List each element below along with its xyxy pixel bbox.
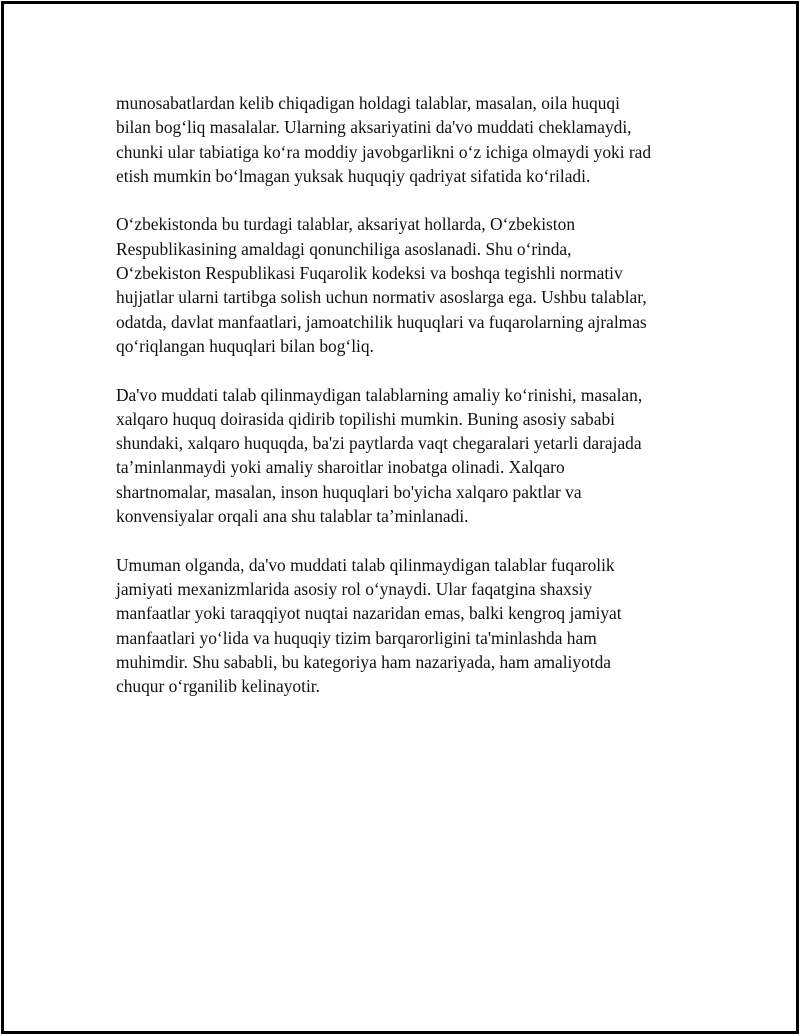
text-line: xalqaro huquq doirasida qidirib topilishi mumkin. Buning asosiy sababi <box>116 408 615 429</box>
text-line: muhimdir. Shu sababli, bu kategoriya ham nazariyada, ham amaliyotda <box>116 651 612 672</box>
text-line: manfaatlari yo‘lida va huquqiy tizim barqarorligini ta'minlashda ham <box>116 627 597 648</box>
text-line: bilan bog‘liq masalalar. Ularning aksariyatini da'vo muddati cheklamaydi, <box>116 117 632 138</box>
text-line: jamiyati mexanizmlarida asosiy rol o‘ynaydi. Ular faqatgina shaxsiy <box>116 578 593 599</box>
paragraph-3 <box>116 383 706 529</box>
paragraph-1 <box>116 91 706 188</box>
text-line: ta’minlanmaydi yoki amaliy sharoitlar inobatga olinadi. Xalqaro <box>116 457 565 478</box>
text-line: konvensiyalar orqali ana shu talablar ta’minlanadi. <box>116 506 469 527</box>
text-line: O‘zbekiston Respublikasi Fuqarolik kodeksi va boshqa tegishli normativ <box>116 263 623 284</box>
text-line: Respublikasining amaldagi qonunchiliga asoslanadi. Shu o‘rinda, <box>116 238 572 259</box>
text-line: hujjatlar ularni tartibga solish uchun normativ asoslarga ega. Ushbu talablar, <box>116 287 647 308</box>
text-line: munosabatlardan kelib chiqadigan holdagi talablar, masalan, oila huquqi <box>116 93 620 113</box>
text-line: shundaki, xalqaro huquqda, ba'zi paytlarda vaqt chegaralari yetarli darajada <box>116 433 642 454</box>
text-line: etish mumkin bo‘lmagan yuksak huquqiy qadriyat sifatida ko‘riladi. <box>116 165 591 186</box>
text-line: Umuman olganda, da'vo muddati talab qilinmaydigan talablar fuqarolik <box>116 554 615 575</box>
text-line: O‘zbekistonda bu turdagi talablar, aksariyat hollarda, O‘zbekiston <box>116 214 576 235</box>
text-line: manfaatlar yoki taraqqiyot nuqtai nazaridan emas, balki kengroq jamiyat <box>116 603 622 624</box>
text-line: chunki ular tabiatiga ko‘ra moddiy javobgarlikni o‘z ichiga olmaydi yoki rad <box>116 141 652 162</box>
paragraph-4 <box>116 553 706 699</box>
text-line: odatda, davlat manfaatlari, jamoatchilik huquqlari va fuqarolarning ajralmas <box>116 311 647 332</box>
paragraph-2 <box>116 212 706 358</box>
text-line: qo‘riqlangan huquqlari bilan bog‘liq. <box>116 335 374 356</box>
text-line: shartnomalar, masalan, inson huquqlari bo'yicha xalqaro paktlar va <box>116 481 582 502</box>
text-line: Da'vo muddati talab qilinmaydigan talablarning amaliy ko‘rinishi, masalan, <box>116 384 643 405</box>
text-line: chuqur o‘rganilib kelinayotir. <box>116 676 320 697</box>
document-body <box>116 91 706 723</box>
